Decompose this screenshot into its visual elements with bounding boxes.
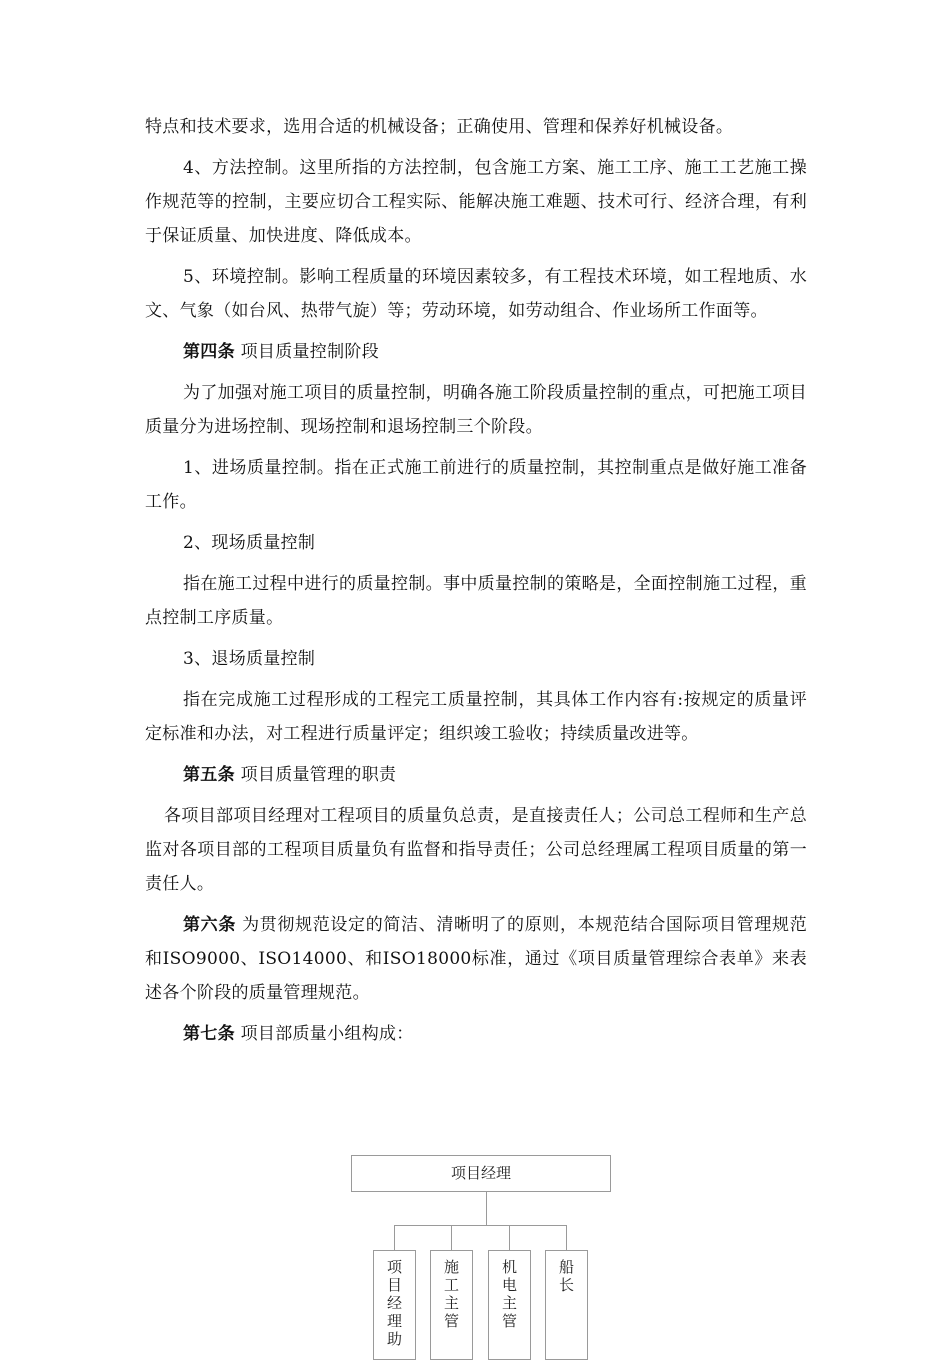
article-4-label: 第四条 [183,342,235,362]
article-7-heading: 第七条 项目部质量小组构成： [183,1024,414,1044]
org-box-assistant-manager: 项目经理助 [373,1250,416,1360]
org-connector-bar [394,1225,567,1226]
paragraph-8: 指在施工过程中进行的质量控制。事中质量控制的策略是，全面控制施工过程，重点控制工序质量。 [145,574,807,628]
org-box-project-manager: 项目经理 [351,1155,611,1192]
article-5-label: 第五条 [183,765,235,785]
org-connector-2 [451,1225,452,1250]
paragraph-3: 5、环境控制。影响工程质量的环境因素较多，有工程技术环境，如工程地质、水文、气象（如台风、热带气旋）等；劳动环境，如劳动组合、作业场所工作面等。 [145,267,807,321]
org-connector-trunk [486,1192,487,1225]
org-box-captain: 船长 [545,1250,588,1360]
org-box-construction-supervisor: 施工主管 [430,1250,473,1360]
paragraph-7: 2、现场质量控制 [183,533,316,553]
paragraph-9: 3、退场质量控制 [183,649,316,669]
article-7-label: 第七条 [183,1024,235,1044]
article-4-heading: 第四条 项目质量控制阶段 [183,342,380,362]
paragraph-12: 各项目部项目经理对工程项目的质量负总责，是直接责任人；公司总工程师和生产总监对各项目部的工程项目质量负有监督和指导责任；公司总经理属工程项目质量的第一责任人。 [145,806,807,894]
org-connector-1 [394,1225,395,1250]
paragraph-10: 指在完成施工过程形成的工程完工质量控制，其具体工作内容有:按规定的质量评定标准和办法，对工程进行质量评定；组织竣工验收；持续质量改进等。 [145,690,807,744]
paragraph-5: 为了加强对施工项目的质量控制，明确各施工阶段质量控制的重点，可把施工项目质量分为进场控制、现场控制和退场控制三个阶段。 [145,383,807,437]
article-6: 第六条 为贯彻规范设定的简洁、清晰明了的原则，本规范结合国际项目管理规范和ISO9000、ISO14000、和ISO18000标准，通过《项目质量管理综合表单》来表述各个阶段的质量管理规范。 [145,915,807,1003]
org-box-electromechanical-supervisor: 机电主管 [488,1250,531,1360]
paragraph-1: 特点和技术要求，选用合适的机械设备；正确使用、管理和保养好机械设备。 [145,117,734,137]
org-connector-3 [509,1225,510,1250]
org-connector-4 [566,1225,567,1250]
paragraph-2: 4、方法控制。这里所指的方法控制，包含施工方案、施工工序、施工工艺施工操作规范等的控制，主要应切合工程实际、能解决施工难题、技术可行、经济合理，有利于保证质量、加快进度、降低成本。 [145,158,807,246]
article-5-heading: 第五条 项目质量管理的职责 [183,765,397,785]
paragraph-6: 1、进场质量控制。指在正式施工前进行的质量控制，其控制重点是做好施工准备工作。 [145,458,807,512]
article-6-label: 第六条 [183,915,236,935]
